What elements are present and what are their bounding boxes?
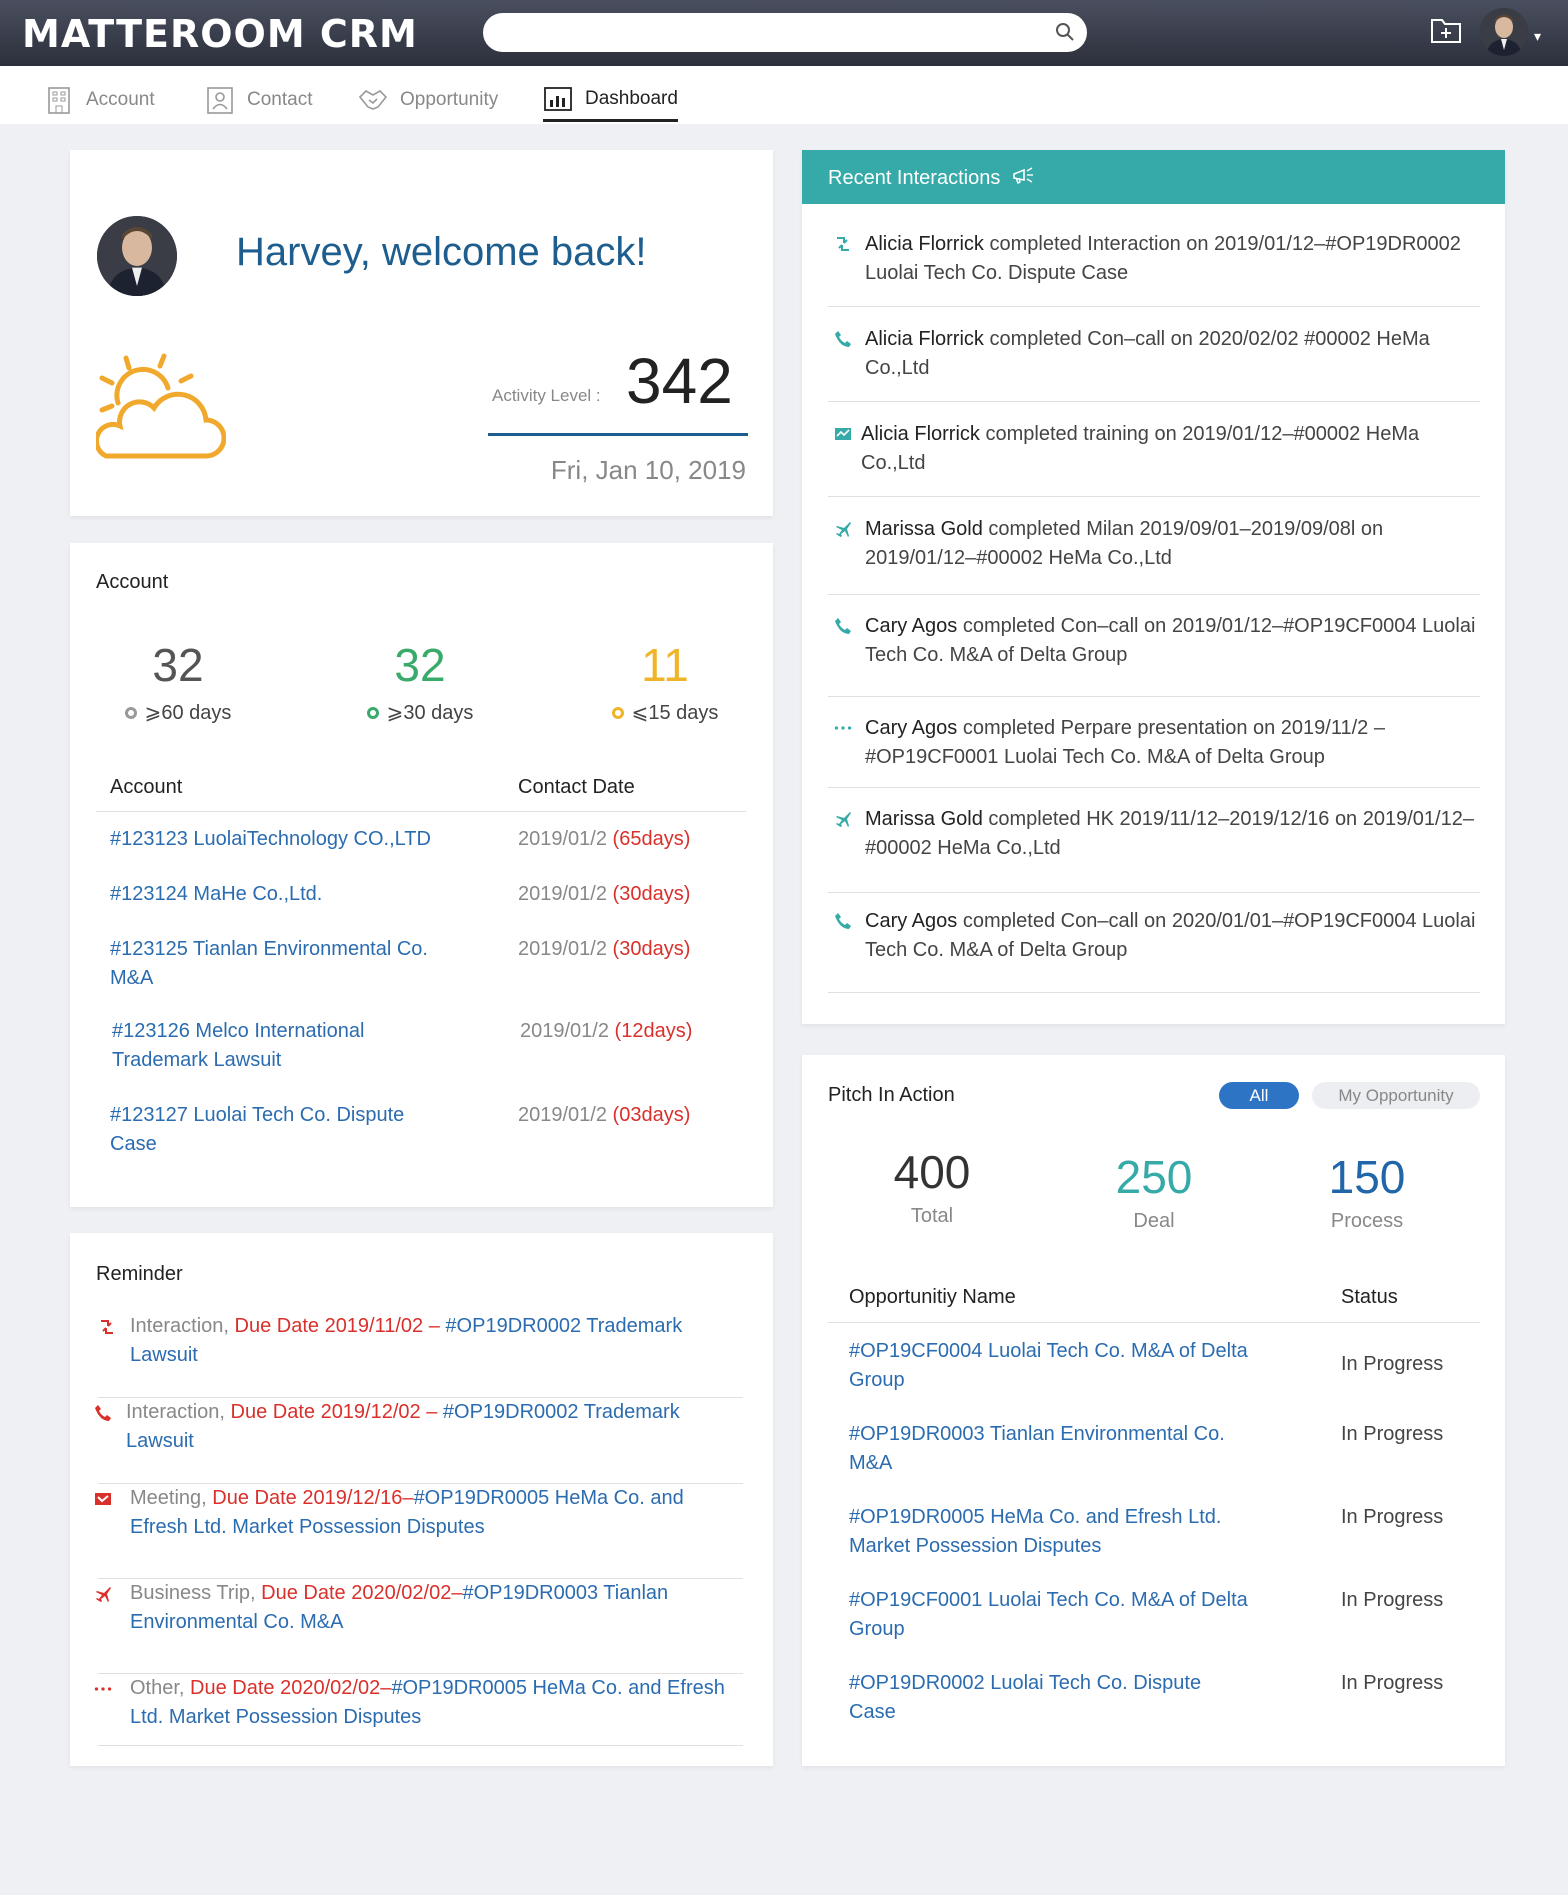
tab-account[interactable] — [44, 78, 155, 122]
phone-icon — [94, 1404, 112, 1422]
interaction-text: completed Con–call on 2019/01/12–#OP19CF0004 Luolai Tech Co. M&A of Delta Group — [865, 615, 1476, 666]
opportunity-link[interactable]: #OP19CF0004 Luolai Tech Co. M&A of Delta Group — [849, 1340, 1248, 1391]
opportunity-link[interactable]: #OP19CF0001 Luolai Tech Co. M&A of Delta Group — [849, 1589, 1248, 1640]
reminder-type: Meeting, — [130, 1487, 207, 1509]
stat-label: Total — [910, 1205, 954, 1227]
status-text: In Progress — [1341, 1589, 1444, 1611]
status-dot — [612, 707, 624, 719]
contact-date: 2019/01/2 — [520, 1020, 609, 1042]
avatar — [97, 216, 177, 296]
column-header-status: Status — [1341, 1286, 1398, 1308]
account-dropdown-caret[interactable]: ▾ — [1534, 28, 1542, 44]
interaction-item[interactable] — [828, 515, 1480, 595]
reminder-type: Business Trip, — [130, 1582, 256, 1604]
status-dot — [367, 707, 379, 719]
reminder-card — [70, 1233, 773, 1766]
interaction-text: completed Con–call on 2020/01/01–#OP19CF0004 Luolai Tech Co. M&A of Delta Group — [865, 910, 1476, 961]
contact-date: 2019/01/2 — [518, 1104, 607, 1126]
days-badge: (03days) — [612, 1104, 691, 1126]
status-dot — [125, 707, 137, 719]
interaction-item[interactable] — [828, 805, 1480, 893]
reminder-ref-link[interactable]: #OP19DR0005 HeMa Co. and Efresh Ltd. Market Possession Disputes — [130, 1487, 684, 1538]
more-icon — [94, 1680, 112, 1698]
stat-label: ⩽15 days — [631, 702, 719, 724]
partly-cloudy-icon — [96, 348, 226, 468]
stat-value: 32 — [152, 639, 204, 691]
pitch-stat-deal[interactable] — [1054, 1150, 1254, 1233]
opportunity-link[interactable]: #OP19DR0002 Luolai Tech Co. Dispute Case — [849, 1672, 1202, 1723]
interaction-item[interactable] — [828, 714, 1480, 788]
plane-icon — [834, 810, 852, 828]
welcome-card — [70, 150, 773, 516]
reminder-type: Other, — [130, 1677, 185, 1699]
interaction-item[interactable] — [828, 420, 1480, 497]
reminder-item[interactable] — [98, 1312, 743, 1398]
phone-icon — [834, 617, 852, 635]
reminder-ref-link[interactable]: #OP19DR0002 Trademark Lawsuit — [126, 1401, 680, 1452]
reminder-due: Due Date 2019/12/16– — [212, 1487, 414, 1509]
column-header-account: Account — [110, 776, 183, 798]
account-stat-30[interactable] — [320, 638, 520, 725]
phone-icon — [834, 912, 852, 930]
interaction-text: completed HK 2019/11/12–2019/12/16 on 2019/01/12–#00002 HeMa Co.,Ltd — [865, 808, 1474, 859]
activity-level-value: 342 — [626, 345, 733, 417]
tab-account-label: Account — [86, 89, 155, 110]
days-badge: (12days) — [614, 1020, 693, 1042]
contact-date: 2019/01/2 — [518, 938, 607, 960]
reminder-due: Due Date 2019/11/02 – — [234, 1315, 440, 1337]
reminder-due: Due Date 2020/02/02– — [190, 1677, 392, 1699]
interaction-person: Alicia Florrick — [861, 423, 980, 445]
bar-chart-icon — [543, 84, 573, 114]
megaphone-icon — [1012, 166, 1036, 186]
reminder-ref-link[interactable]: #OP19DR0002 Trademark Lawsuit — [130, 1315, 683, 1366]
opportunity-link[interactable]: #OP19DR0003 Tianlan Environmental Co. M&A — [849, 1423, 1225, 1474]
interaction-item[interactable] — [828, 612, 1480, 697]
opportunity-link[interactable]: #OP19DR0005 HeMa Co. and Efresh Ltd. Market Possession Disputes — [849, 1506, 1222, 1557]
current-date: Fri, Jan 10, 2019 — [550, 455, 746, 485]
plane-icon — [834, 520, 852, 538]
days-badge: (30days) — [612, 883, 691, 905]
interaction-item[interactable] — [828, 325, 1480, 402]
tab-opportunity-label: Opportunity — [400, 89, 499, 110]
interaction-person: Marissa Gold — [865, 518, 983, 540]
interaction-person: Cary Agos — [865, 910, 958, 932]
pitch-in-action-card — [802, 1055, 1505, 1766]
reminder-type: Interaction, — [126, 1401, 225, 1423]
stat-label: Deal — [1133, 1210, 1175, 1232]
interaction-item[interactable] — [828, 230, 1480, 307]
column-header-contact-date: Contact Date — [518, 776, 635, 798]
meeting-icon — [94, 1490, 112, 1508]
tab-opportunity[interactable] — [358, 78, 498, 122]
stat-value: 250 — [1115, 1151, 1193, 1203]
account-link[interactable]: #123123 LuolaiTechnology CO.,LTD — [110, 828, 431, 850]
status-text: In Progress — [1341, 1506, 1444, 1528]
top-bar — [0, 0, 1568, 66]
status-text: In Progress — [1341, 1672, 1444, 1694]
table-header — [96, 768, 746, 812]
search-input[interactable] — [483, 13, 1087, 52]
pitch-stat-total[interactable] — [832, 1145, 1032, 1228]
contact-icon — [205, 85, 235, 115]
new-folder-icon[interactable] — [1430, 16, 1462, 44]
interaction-icon — [98, 1318, 116, 1336]
building-icon — [44, 85, 74, 115]
divider — [488, 433, 748, 436]
card-title: Recent Interactions — [828, 167, 1001, 189]
card-title: Reminder — [96, 1263, 183, 1285]
stat-label: Process — [1330, 1210, 1404, 1232]
user-avatar[interactable] — [1480, 8, 1528, 56]
reminder-ref-link[interactable]: #OP19DR0005 HeMa Co. and Efresh Ltd. Market Possession Disputes — [130, 1677, 725, 1728]
account-stat-60[interactable] — [78, 638, 278, 725]
reminder-item[interactable] — [98, 1398, 743, 1484]
account-link[interactable]: #123125 Tianlan Environmental Co. M&A — [110, 938, 428, 989]
account-stat-15[interactable] — [565, 638, 765, 725]
tab-contact[interactable] — [205, 78, 312, 122]
welcome-title: Harvey, welcome back! — [236, 230, 647, 274]
interaction-text: completed Perpare presentation on 2019/11/2 –#OP19CF0001 Luolai Tech Co. M&A of Delta Group — [865, 717, 1385, 768]
reminder-type: Interaction, — [130, 1315, 229, 1337]
stat-value: 32 — [394, 639, 446, 691]
account-link[interactable]: #123124 MaHe Co.,Ltd. — [110, 883, 323, 905]
contact-date: 2019/01/2 — [518, 883, 607, 905]
reminder-item[interactable] — [98, 1484, 743, 1579]
reminder-item[interactable] — [98, 1674, 743, 1746]
reminder-ref-link[interactable]: #OP19DR0003 Tianlan Environmental Co. M&A — [130, 1582, 669, 1633]
stat-value: 150 — [1328, 1151, 1406, 1203]
handshake-icon — [358, 85, 388, 115]
column-header-name: Opportunitiy Name — [849, 1286, 1016, 1308]
pitch-stat-process[interactable] — [1267, 1150, 1467, 1233]
card-title: Pitch In Action — [828, 1084, 955, 1106]
interaction-text: completed Interaction on 2019/01/12–#OP19DR0002 Luolai Tech Co. Dispute Case — [865, 233, 1461, 284]
search-icon[interactable] — [1055, 22, 1075, 42]
days-badge: (65days) — [612, 828, 691, 850]
reminder-due: Due Date 2020/02/02– — [261, 1582, 463, 1604]
account-link[interactable]: #123127 Luolai Tech Co. Dispute Case — [110, 1104, 405, 1155]
contact-date: 2019/01/2 — [518, 828, 607, 850]
interaction-person: Alicia Florrick — [865, 328, 984, 350]
interaction-person: Cary Agos — [865, 717, 958, 739]
table-header — [828, 1275, 1480, 1323]
tab-dashboard-label: Dashboard — [585, 87, 678, 109]
days-badge: (30days) — [612, 938, 691, 960]
interaction-person: Marissa Gold — [865, 808, 983, 830]
card-header — [802, 150, 1505, 204]
app-logo[interactable]: MATTEROOM CRM — [22, 12, 418, 56]
stat-value: 11 — [641, 639, 689, 691]
status-text: In Progress — [1341, 1353, 1444, 1375]
interaction-text: completed training on 2019/01/12–#00002 HeMa Co.,Ltd — [861, 423, 1420, 474]
interaction-icon — [834, 235, 852, 253]
filter-my-opportunity-button[interactable]: My Opportunity — [1312, 1082, 1480, 1109]
stat-label: ⩾60 days — [144, 702, 232, 724]
stat-label: ⩾30 days — [386, 702, 474, 724]
reminder-item[interactable] — [98, 1579, 743, 1674]
card-title: Account — [96, 571, 169, 593]
account-card — [70, 543, 773, 1207]
tab-dashboard[interactable] — [543, 78, 678, 122]
more-icon — [834, 719, 852, 737]
main-nav — [0, 66, 1568, 124]
tab-contact-label: Contact — [247, 89, 313, 110]
phone-icon — [834, 330, 852, 348]
interaction-person: Cary Agos — [865, 615, 958, 637]
stat-value: 400 — [893, 1146, 971, 1198]
reminder-due: Due Date 2019/12/02 – — [230, 1401, 438, 1423]
interaction-person: Alicia Florrick — [865, 233, 984, 255]
interaction-text: completed Con–call on 2020/02/02 #00002 HeMa Co.,Ltd — [865, 328, 1430, 379]
plane-icon — [94, 1585, 112, 1603]
activity-level-label: Activity Level : — [492, 386, 601, 405]
recent-interactions-card — [802, 150, 1505, 1024]
interaction-text: completed Milan 2019/09/01–2019/09/08l on 2019/01/12–#00002 HeMa Co.,Ltd — [865, 518, 1384, 569]
account-link[interactable]: #123126 Melco International Trademark Lawsuit — [112, 1020, 365, 1071]
filter-all-button[interactable]: All — [1219, 1082, 1299, 1109]
interaction-item[interactable] — [828, 907, 1480, 993]
training-icon — [834, 425, 852, 443]
status-text: In Progress — [1341, 1423, 1444, 1445]
